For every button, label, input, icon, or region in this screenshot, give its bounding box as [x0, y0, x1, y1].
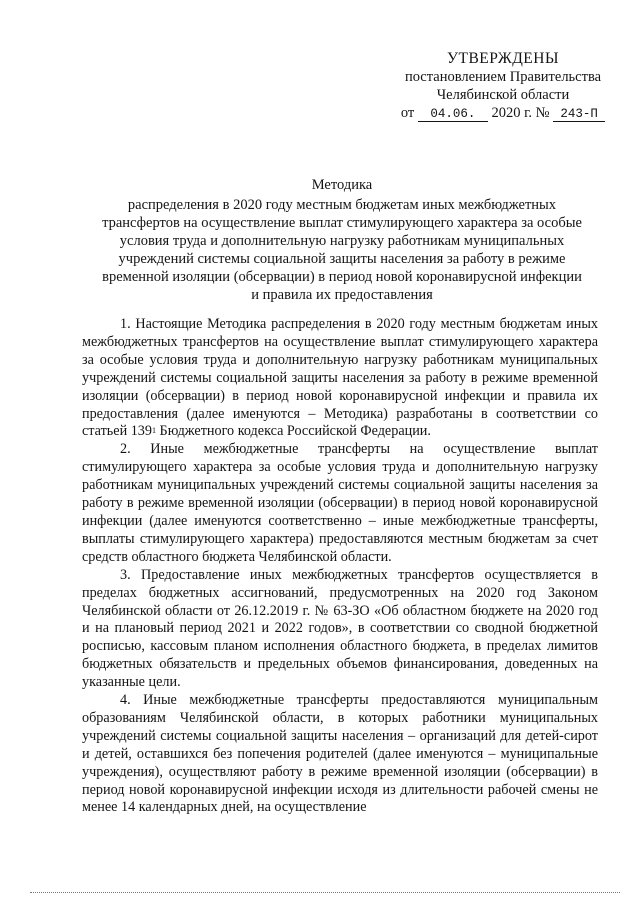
- page-bottom-divider: [30, 892, 620, 893]
- approval-title: УТВЕРЖДЕНЫ: [447, 50, 559, 67]
- approval-number: 243-П: [553, 107, 605, 122]
- approval-date-prefix: от: [400, 105, 415, 121]
- approval-date: 04.06.: [418, 107, 488, 122]
- paragraph-1: [82, 316, 598, 441]
- approval-date-line: [392, 104, 614, 122]
- document-heading: [100, 176, 584, 304]
- paragraph-1-text-b: Бюджетного кодекса Российской Федерации.: [156, 423, 431, 440]
- paragraph-1-text-a: 1. Настоящие Методика распределения в 2020 году местным бюджетам иных межбюджетных трансфертов на осуществление выплат стимулирующего характера за особые условия труда и дополнительную нагрузку работникам муниципальных учреждений системы социальной защиты населения за работу в режиме временной изоляции (обсервации) в период новой коронавирусной инфекции и правила их предоставления (далее именуются – Методика) разработаны в соответствии со статьей 139: [82, 316, 598, 440]
- paragraph-3: 3. Предоставление иных межбюджетных трансфертов осуществляется в пределах бюджетных ассигнований, предусмотренных на 2020 год Законом Челябинской области от 26.12.2019 г. № 63-ЗО «Об областном бюджете на 2020 год и на плановый период 2021 и 2022 годов», в соответствии со сводной бюджетной росписью, кассовым планом исполнения областного бюджета, в пределах лимитов бюджетных обязательств и предельных объемов финансирования, доведенных на указанные цели.: [82, 566, 598, 691]
- approval-stamp: [392, 50, 614, 122]
- document-body: [82, 316, 598, 817]
- approval-line-2: Челябинской области: [436, 87, 570, 103]
- paragraph-4: 4. Иные межбюджетные трансферты предоставляются муниципальным образованиям Челябинской области, в которых работники муниципальных учреждений системы социальной защиты населения – организаций для детей-сирот и детей, оставшихся без попечения родителей (далее именуются – муниципальные учреждения), осуществляют работу в режиме временной изоляции (обсервации) в период новой коронавирусной инфекции исходя из длительности рабочей смены не менее 14 календарных дней, на осуществление: [82, 692, 598, 816]
- approval-line-1: постановлением Правительства: [404, 69, 602, 85]
- paragraph-1-superscript: 1: [152, 426, 156, 436]
- document-title: Методика: [311, 177, 373, 193]
- approval-year: 2020 г. №: [491, 105, 550, 121]
- document-subtitle: распределения в 2020 году местным бюджетам иных межбюджетных трансфертов на осуществление выплат стимулирующего характера за особые условия труда и дополнительную нагрузку работникам муниципальных учреждений системы социальной защиты населения за работу в режиме временной изоляции (обсервации) в период новой коронавирусной инфекции и правила их предоставления: [102, 197, 582, 303]
- paragraph-2: 2. Иные межбюджетные трансферты на осуществление выплат стимулирующего характера за особые условия труда и дополнительную нагрузку работникам муниципальных учреждений системы социальной защиты населения за работу в режиме временной изоляции (обсервации) в период новой коронавирусной инфекции (далее именуются соответственно – иные межбюджетные трансферты, выплаты стимулирующего характера) предоставляются местным бюджетам за счет средств областного бюджета Челябинской области.: [82, 441, 598, 565]
